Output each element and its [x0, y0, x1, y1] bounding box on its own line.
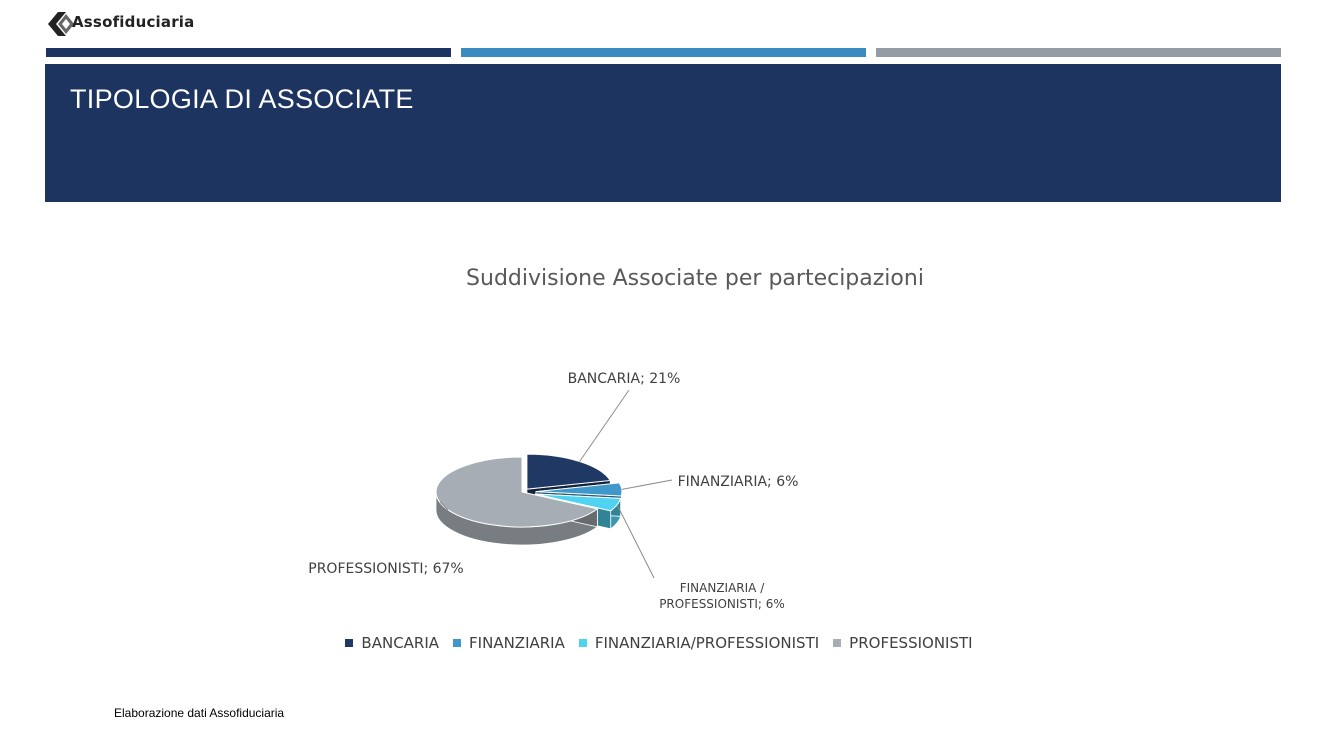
- legend-label: PROFESSIONISTI: [849, 634, 973, 652]
- data-label-bancaria: BANCARIA; 21%: [567, 371, 681, 387]
- legend-item: [833, 634, 972, 652]
- data-label-finanziaria: FINANZIARIA; 6%: [677, 474, 799, 490]
- data-label-professionisti: PROFESSIONISTI; 67%: [308, 561, 464, 577]
- legend-item: [579, 634, 819, 652]
- legend-swatch: [833, 639, 841, 647]
- page-title: TIPOLOGIA DI ASSOCIATE: [70, 84, 414, 114]
- legend-label: FINANZIARIA/PROFESSIONISTI: [594, 634, 820, 652]
- data-label-finanziaria-professionisti: FINANZIARIA / PROFESSIONISTI; 6%: [659, 581, 785, 611]
- chart-legend: [0, 634, 1318, 652]
- source-note: Elaborazione dati Assofiduciaria: [114, 706, 285, 720]
- legend-swatch: [453, 639, 461, 647]
- legend-label: BANCARIA: [361, 634, 440, 652]
- chart-title: Suddivisione Associate per partecipazioni: [466, 266, 924, 291]
- leader-line-finanziaria: [622, 480, 672, 489]
- logo-text: Assofiduciaria: [72, 13, 195, 31]
- legend-item: [453, 634, 565, 652]
- legend-item: [345, 634, 439, 652]
- legend-swatch: [579, 639, 587, 647]
- leader-line-bancaria: [580, 390, 629, 462]
- legend-label: FINANZIARIA: [469, 634, 565, 652]
- leader-line-finanziaria-professionisti: [617, 505, 654, 578]
- legend-swatch: [345, 639, 353, 647]
